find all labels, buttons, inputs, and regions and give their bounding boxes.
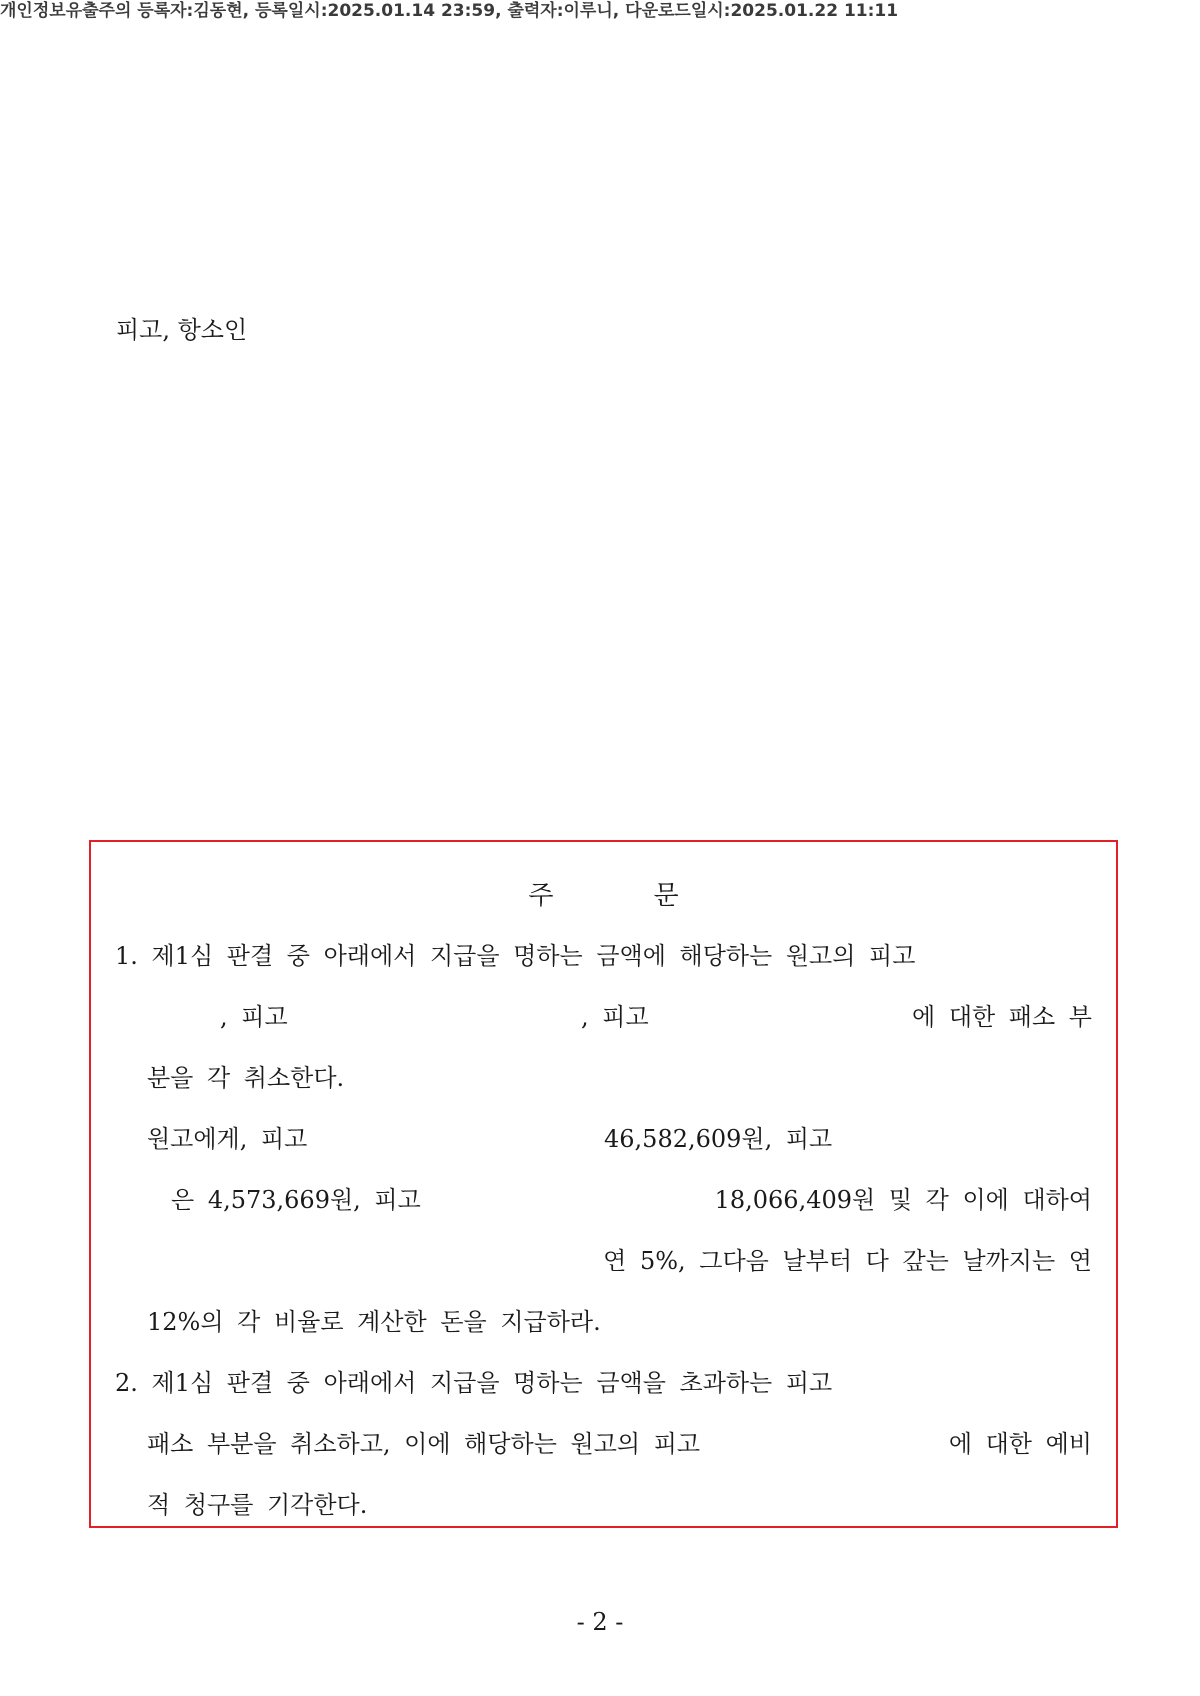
item1-line5a: 은 4,573,669원, 피고 — [171, 1186, 421, 1214]
item1-line6: 연 5%, 그다음 날부터 다 갚는 날까지는 연 — [603, 1247, 1092, 1275]
order-title-right: 문 — [653, 881, 679, 911]
item1-line2a: , 피고 — [220, 1003, 288, 1031]
item1-line7: 12%의 각 비율로 계산한 돈을 지급하라. — [147, 1308, 601, 1336]
item2-line1: 2. 제1심 판결 중 아래에서 지급을 명하는 금액을 초과하는 피고 — [115, 1369, 833, 1397]
download-watermark-header: 개인정보유출주의 등록자:김동현, 등록일시:2025.01.14 23:59, 출력자:이루니, 다운로드일시:2025.01.22 11:11 — [0, 1, 899, 21]
party-label: 피고, 항소인 — [116, 316, 248, 344]
item2-line2a: 패소 부분을 취소하고, 이에 해당하는 원고의 피고 — [147, 1430, 701, 1458]
item1-line5b: 18,066,409원 및 각 이에 대하여 — [714, 1186, 1092, 1214]
item1-line2c: 에 대한 패소 부 — [912, 1003, 1092, 1031]
item1-line1: 1. 제1심 판결 중 아래에서 지급을 명하는 금액에 해당하는 원고의 피고 — [115, 942, 916, 970]
page-number: - 2 - — [576, 1608, 624, 1636]
order-section — [89, 840, 1118, 1528]
item2-line2b: 에 대한 예비 — [948, 1430, 1092, 1458]
item1-line3: 분을 각 취소한다. — [147, 1064, 345, 1092]
order-title-left: 주 — [528, 881, 554, 911]
item1-line2b: , 피고 — [581, 1003, 649, 1031]
item1-line4b: 46,582,609원, 피고 — [604, 1125, 833, 1153]
item1-line4a: 원고에게, 피고 — [147, 1125, 308, 1153]
item2-line3: 적 청구를 기각한다. — [147, 1491, 368, 1519]
order-title — [91, 878, 1116, 914]
